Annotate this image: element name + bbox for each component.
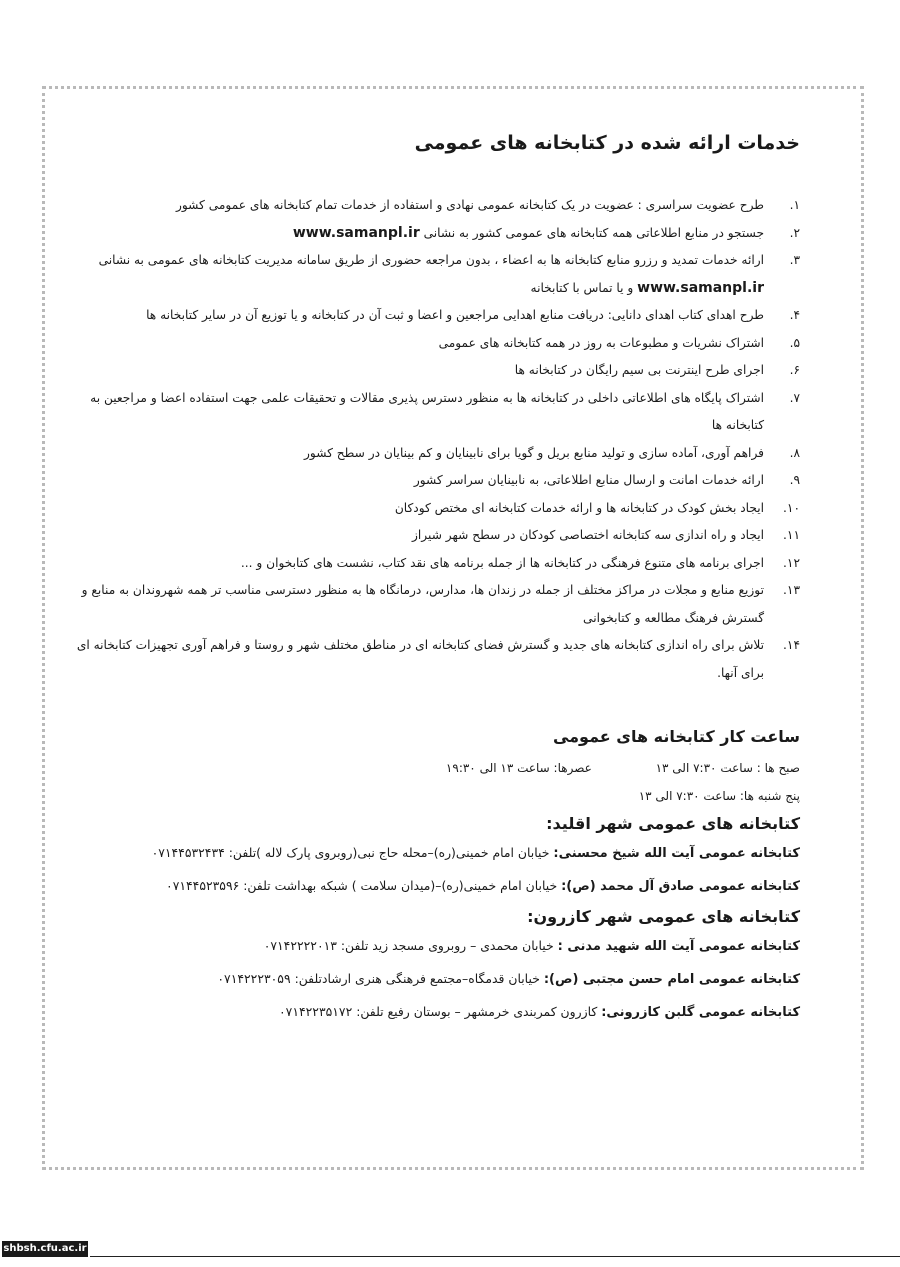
list-item: ۵. اشتراک نشریات و مطبوعات به روز در همه کتابخانه های عمومی — [438, 335, 800, 350]
list-item: ۸. فراهم آوری، آماده سازی و تولید منابع بریل و گویا برای نابینایان و کم بینایان در سطح کشور — [304, 445, 800, 460]
list-item: ۱۲. اجرای برنامه های متنوع فرهنگی در کتابخانه ها از جمله برنامه های نقد کتاب، نشست های کتابخوان و ... — [240, 555, 800, 570]
list-item: ۳. ارائه خدمات تمدید و رزرو منابع کتابخانه ها به اعضاء ، بدون مراجعه حضوری از طریق سامانه مدیریت کتابخانه های عمومی به نشانی www.samanpl.ir و یا تماس با کتابخانه — [98, 253, 800, 296]
library-info: خیابان امام خمینی(ره)–(میدان سلامت ) شبکه بهداشت تلفن: ۰۷۱۴۴۵۲۳۵۹۶ — [166, 878, 558, 893]
library-entry — [64, 963, 800, 996]
library-name: کتابخانه عمومی آیت الله شهید مدنی : — [557, 939, 800, 954]
kazerun-heading: کتابخانه های عمومی شهر کازرون: — [527, 907, 800, 926]
library-info: خیابان قدمگاه–مجتمع فرهنگی هنری ارشادتلفن: ۰۷۱۴۲۲۲۳۰۵۹ — [217, 971, 540, 986]
library-name: کتابخانه عمومی امام حسن مجتبی (ص): — [543, 972, 800, 987]
library-info: کازرون کمربندی خرمشهر – بوستان رفیع تلفن: ۰۷۱۴۲۲۳۵۱۷۲ — [279, 1004, 598, 1019]
list-item: ۷. اشتراک پایگاه های اطلاعاتی داخلی در کتابخانه ها به منظور دسترس پذیری مقالات و تحقیقات علمی جهت استفاده اعضا و مراجعین به کتابخانه ها — [90, 390, 800, 432]
page-title: خدمات ارائه شده در کتابخانه های عمومی — [414, 132, 800, 154]
library-name: کتابخانه عمومی صادق آل محمد (ص): — [561, 879, 800, 894]
hours-heading: ساعت کار کتابخانه های عمومی — [552, 727, 800, 746]
list-item: ۶. اجرای طرح اینترنت بی سیم رایگان در کتابخانه ها — [514, 363, 800, 377]
library-entry — [64, 930, 800, 963]
morning-hours: صبح ها : ساعت ۷:۳۰ الی ۱۳ — [655, 761, 800, 775]
library-entry — [64, 870, 800, 903]
list-item: ۱۳. توزیع منابع و مجلات در مراکز مختلف از جمله در زندان ها، مدارس، درمانگاه ها به منظور دسترسی مناسب تر همه شهروندان به منابع و گسترش فرهنگ مطالعه و کتابخوانی — [81, 583, 800, 625]
afternoon-hours: عصرها: ساعت ۱۳ الی ۱۹:۳۰ — [445, 761, 592, 775]
library-name: کتابخانه عمومی آیت الله شیخ محسنی: — [553, 846, 800, 861]
library-entry — [64, 996, 800, 1029]
hours-row — [64, 754, 800, 782]
library-info: خیابان امام خمینی(ره)–محله حاج نبی(روبروی پارک لاله )تلفن: ۰۷۱۴۴۵۳۲۴۳۴ — [151, 845, 550, 860]
document-body — [64, 118, 800, 1029]
list-item: ۲. جستجو در منابع اطلاعاتی همه کتابخانه های عمومی کشور به نشانی www.samanpl.ir — [292, 224, 800, 241]
list-item: ۱۰. ایجاد بخش کودک در کتابخانه ها و ارائه خدمات کتابخانه ای مختص کودکان — [394, 500, 800, 515]
library-name: کتابخانه عمومی گلبن کازرونی: — [601, 1005, 800, 1020]
list-item: ۱۱. ایجاد و راه اندازی سه کتابخانه اختصاصی کودکان در سطح شهر شیراز — [412, 528, 800, 542]
list-item: ۹. ارائه خدمات امانت و ارسال منابع اطلاعاتی، به نابینایان سراسر کشور — [413, 473, 800, 487]
eghlid-heading: کتابخانه های عمومی شهر اقلید: — [546, 814, 800, 833]
list-item: ۱۴. تلاش برای راه اندازی کتابخانه های جدید و گسترش فضای کتابخانه ای در مناطق مختلف شهر و روستا و فراهم آوری تجهیزات کتابخانه ای برای آنها. — [76, 638, 800, 680]
website-link[interactable]: www.samanpl.ir — [292, 224, 420, 241]
list-item: ۴. طرح اهدای کتاب اهدای دانایی: دریافت منابع اهدایی مراجعین و اعضا و ثبت آن در کتابخانه و یا توزیع آن در سایر کتابخانه ها — [146, 308, 800, 322]
library-info: خیابان محمدی – روبروی مسجد زید تلفن: ۰۷۱۴۲۲۲۲۰۱۳ — [263, 938, 554, 953]
services-list — [64, 192, 800, 687]
list-item: ۱. طرح عضویت سراسری : عضویت در یک کتابخانه عمومی نهادی و استفاده از خدمات تمام کتابخانه های عمومی کشور — [175, 198, 800, 212]
thursday-hours: پنج شنبه ها: ساعت ۷:۳۰ الی ۱۳ — [638, 789, 800, 803]
website-link[interactable]: www.samanpl.ir — [637, 279, 764, 296]
library-entry — [64, 837, 800, 870]
footer-divider — [90, 1256, 900, 1257]
site-watermark: shbsh.cfu.ac.ir — [2, 1241, 88, 1257]
